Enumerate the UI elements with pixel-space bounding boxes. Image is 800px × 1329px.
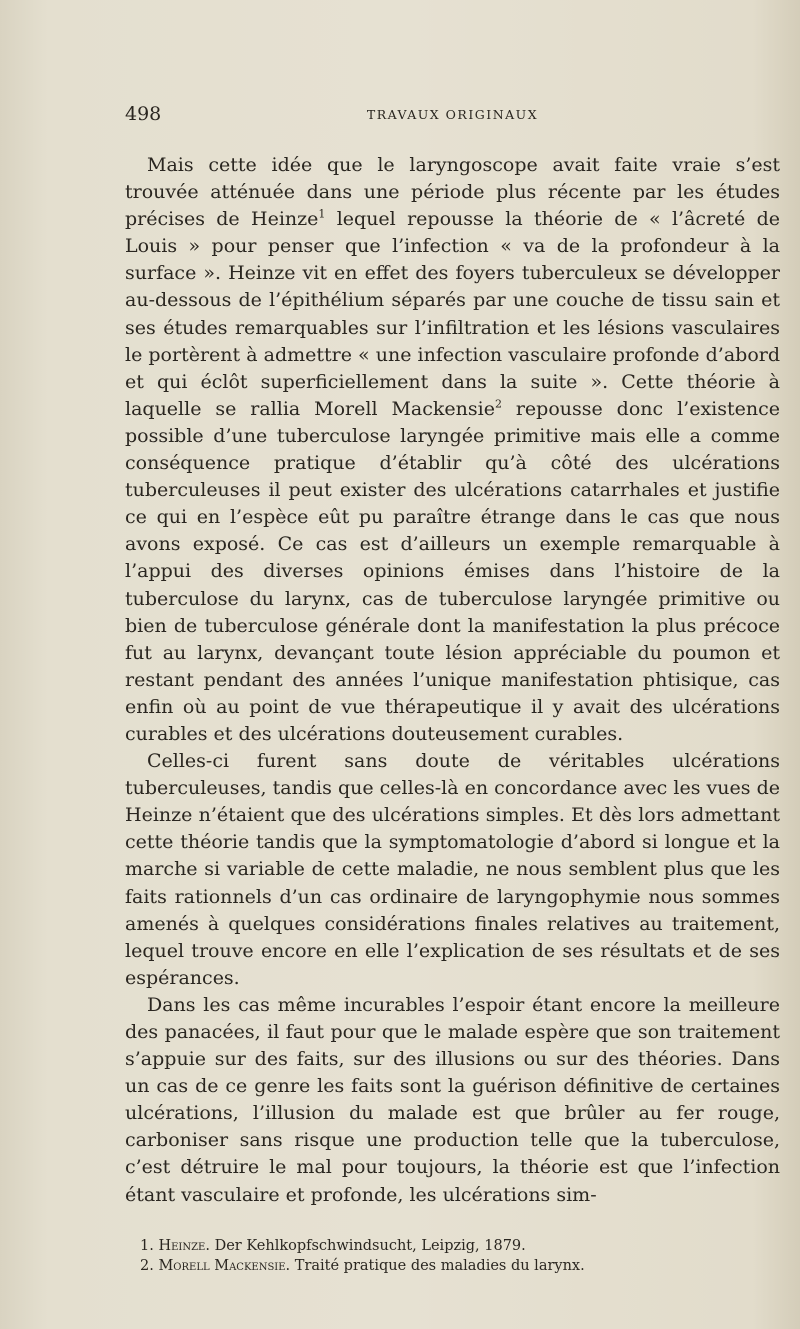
paragraph-1-part-1: Mais cette idée que le laryngoscope avait faite vraie s’est trouvée atténuée dans une période plus récente par les études précises de Heinze bbox=[125, 154, 780, 231]
footnote-number: 2. bbox=[140, 1258, 154, 1274]
page-number: 498 bbox=[125, 103, 162, 125]
footnote-text: Der Kehlkopfschwindsucht, Leipzig, 1879. bbox=[209, 1238, 526, 1254]
body-text bbox=[125, 152, 780, 1209]
footnote-ref-1[interactable]: 1 bbox=[318, 207, 326, 221]
footnote-ref-2[interactable]: 2 bbox=[494, 397, 502, 411]
paragraph-2: Celles-ci furent sans doute de véritables ulcérations tuberculeuses, tandis que celles-là en concordance avec les vues de Heinze n’étaient que des ulcérations simples. Et dès lors admettant cette théorie tandis que la symptomatologie d’abord si longue et la marche si variable de cette maladie, ne nous semblent plus que les faits rationnels d’un cas ordinaire de laryngophymie nous sommes amenés à quelques considérations finales relatives au traitement, lequel trouve encore en elle l’explication de ses résultats et de ses espérances. bbox=[125, 750, 780, 989]
running-head: TRAVAUX ORIGINAUX bbox=[366, 107, 539, 122]
footnote-2 bbox=[140, 1256, 780, 1276]
paragraph-1-part-3: repousse donc l’existence possible d’une tuberculose laryngée primitive mais elle a comme conséquence pratique d’établir qu’à côté des ulcérations tuberculeuses il peut exister des ulcérations catarrhales et justifie ce qui en l’espèce eût pu paraître étrange dans le cas que nous avons exposé. Ce cas est d’ailleurs un exemple remarquable à l’appui des diverses opinions émises dans l’histoire de la tuberculose du larynx, cas de tuberculose laryngée primitive ou bien de tuberculose générale dont la manifestation la plus précoce fut au larynx, devançant toute lésion appréciable du poumon et restant pendant des années l’unique manifestation phtisique, cas enfin où au point de vue thérapeutique il y avait des ulcérations curables et des ulcérations douteusement curables. bbox=[125, 397, 780, 745]
footnote-author: Heinze. bbox=[158, 1238, 210, 1254]
paragraph-1 bbox=[125, 152, 780, 748]
footnotes bbox=[140, 1236, 780, 1276]
footnote-text: Traité pratique des maladies du larynx. bbox=[290, 1258, 585, 1274]
paragraph-1-part-2: lequel repousse la théorie de « l’âcreté de Louis » pour penser que l’infection « va de la profondeur à la surface ». Heinze vit en effet des foyers tuberculeux se développer au-dessous de l’épithélium séparés par une couche de tissu sain et ses études remarquables sur l’infiltration et les lésions vasculaires le portèrent à admettre « une infection vasculaire profonde d’abord et qui éclôt superficiellement dans la suite ». Cette théorie à laquelle se rallia Morell Mackensie bbox=[125, 208, 780, 420]
footnote-1 bbox=[140, 1236, 780, 1256]
footnote-author: Morell Mackensie. bbox=[158, 1258, 291, 1274]
footnote-number: 1. bbox=[140, 1238, 154, 1254]
page-header bbox=[125, 103, 780, 133]
paragraph-3: Dans les cas même incurables l’espoir étant encore la meilleure des panacées, il faut pour que le malade espère que son traitement s’appuie sur des faits, sur des illusions ou sur des théories. Dans un cas de ce genre les faits sont la guérison définitive de certaines ulcérations, l’illusion du malade est que brûler au fer rouge, carboniser sans risque une production telle que la tuberculose, c’est détruire le mal pour toujours, la théorie est que l’infection étant vasculaire et profonde, les ulcérations sim- bbox=[125, 993, 780, 1206]
